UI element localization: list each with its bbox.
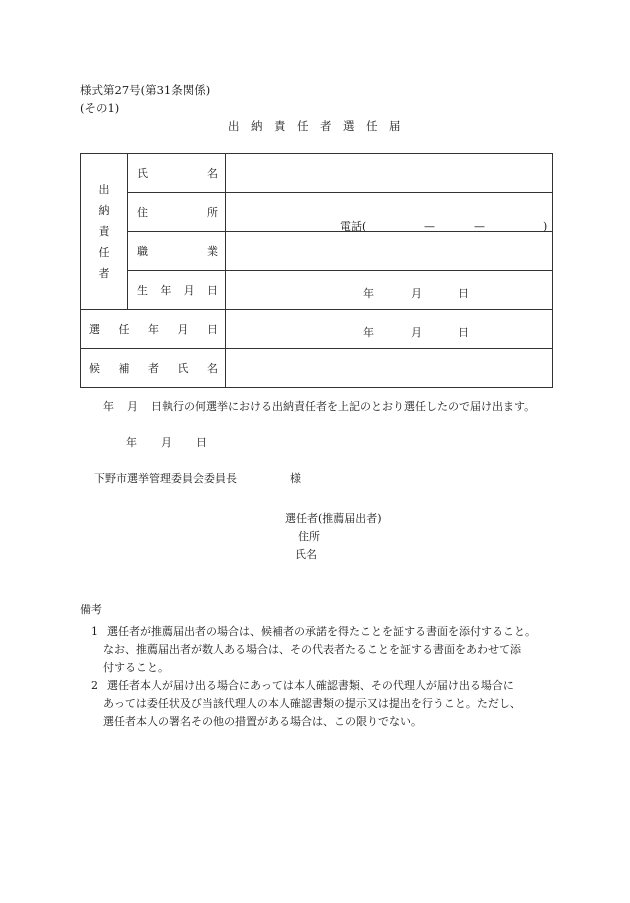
form-subnumber: (その1) (80, 101, 120, 115)
appointer-label: 選任者(推薦届出者) (285, 512, 382, 525)
birthdate-year: 年 (363, 286, 374, 300)
treasurer-group-text (99, 179, 110, 284)
appointment-day: 日 (458, 325, 469, 339)
label-char: 任 (118, 323, 130, 336)
appointer-address-label: 住所 (298, 530, 320, 543)
label-char: 日 (207, 323, 218, 336)
treasurer-form-table (80, 153, 553, 388)
addressee: 下野市選挙管理委員会委員長 (94, 472, 237, 485)
declaration-year: 年 (103, 400, 114, 413)
note-1-line-2: なお、推薦届出者が数人ある場合は、その代表者たることを証する書面をあわせて添 (103, 643, 521, 656)
label-char: 月 (183, 284, 195, 297)
occupation-label-cell (128, 232, 226, 271)
label-char: 候 (89, 362, 100, 375)
note-1-number: 1 (91, 625, 98, 638)
declaration-month: 月 (127, 400, 138, 413)
label-char: 名 (207, 167, 218, 180)
group-label-char: 任 (98, 246, 110, 259)
group-label-char: 納 (98, 204, 110, 217)
label-char: 選 (89, 323, 100, 336)
candidate-name-label (81, 360, 225, 376)
note-2-number: 2 (91, 679, 98, 692)
label-char: 所 (207, 206, 218, 219)
submission-day: 日 (196, 436, 207, 449)
submission-month: 月 (161, 436, 172, 449)
appointment-year: 年 (363, 325, 374, 339)
form-number: 様式第27号(第31条関係) (80, 83, 211, 97)
label-char: 者 (148, 362, 159, 375)
address-label-cell (128, 193, 226, 232)
phone-line (340, 221, 552, 232)
appointment-date-label-cell (81, 310, 226, 349)
label-char: 名 (207, 362, 218, 375)
candidate-name-value-cell[interactable] (226, 349, 553, 388)
note-2-line-2: あっては委任状及び当該代理人の本人確認書類の提示又は提出を行うこと。ただし、 (103, 697, 521, 710)
occupation-value-cell[interactable] (226, 232, 553, 271)
notes-title: 備考 (80, 603, 102, 616)
group-label-char: 責 (98, 225, 110, 238)
note-1-line-3: 付すること。 (103, 661, 169, 674)
label-char: 年 (160, 284, 172, 297)
name-value-cell[interactable] (226, 154, 553, 193)
label-char: 氏 (177, 362, 189, 375)
occupation-label (128, 243, 225, 259)
phone-close-paren: ) (543, 220, 548, 233)
birthdate-day: 日 (458, 286, 469, 300)
label-char: 住 (137, 206, 148, 219)
phone-label: 電話( (340, 220, 367, 233)
addressee-honorific: 様 (290, 472, 301, 485)
declaration (103, 401, 535, 412)
declaration-text: 日執行の何選挙における出納責任者を上記のとおり選任したので届け出ます。 (151, 400, 536, 413)
candidate-name-label-cell (81, 349, 226, 388)
phone-dash-1: — (424, 220, 435, 233)
phone-dash-2: — (474, 220, 485, 233)
label-char: 月 (177, 323, 189, 336)
appointment-date (226, 324, 552, 339)
birthdate-label (128, 282, 225, 298)
label-char: 生 (137, 284, 148, 297)
appointment-month: 月 (411, 325, 422, 339)
appointment-date-value-cell[interactable] (226, 310, 553, 349)
address-value-cell[interactable] (226, 193, 553, 232)
birthdate-label-cell (128, 271, 226, 310)
appointment-date-label (81, 321, 225, 337)
note-1-line-1: 選任者が推薦届出者の場合は、候補者の承諾を得たことを証する書面を添付すること。 (107, 625, 536, 638)
group-label-char: 者 (98, 267, 110, 280)
label-char: 年 (148, 323, 159, 336)
birthdate-month: 月 (411, 286, 422, 300)
label-char: 日 (206, 284, 218, 297)
submission-year: 年 (126, 436, 137, 449)
name-label-cell (128, 154, 226, 193)
document-title: 出納責任者選任届 (228, 119, 412, 133)
note-2-line-1: 選任者本人が届け出る場合にあっては本人確認書類、その代理人が届け出る場合に (107, 679, 514, 692)
label-char: 氏 (137, 167, 148, 180)
treasurer-group-label (81, 154, 128, 310)
address-label (128, 204, 225, 220)
appointer-name-label: 氏名 (295, 548, 317, 561)
label-char: 補 (118, 362, 130, 375)
group-label-char: 出 (98, 183, 110, 196)
note-2-line-3: 選任者本人の署名その他の措置がある場合は、この限りでない。 (103, 715, 422, 728)
name-label (128, 165, 225, 181)
label-char: 職 (137, 245, 148, 258)
birthdate-value-cell[interactable] (226, 271, 553, 310)
submission-date (126, 437, 207, 448)
birthdate-date (226, 285, 552, 300)
label-char: 業 (207, 245, 218, 258)
